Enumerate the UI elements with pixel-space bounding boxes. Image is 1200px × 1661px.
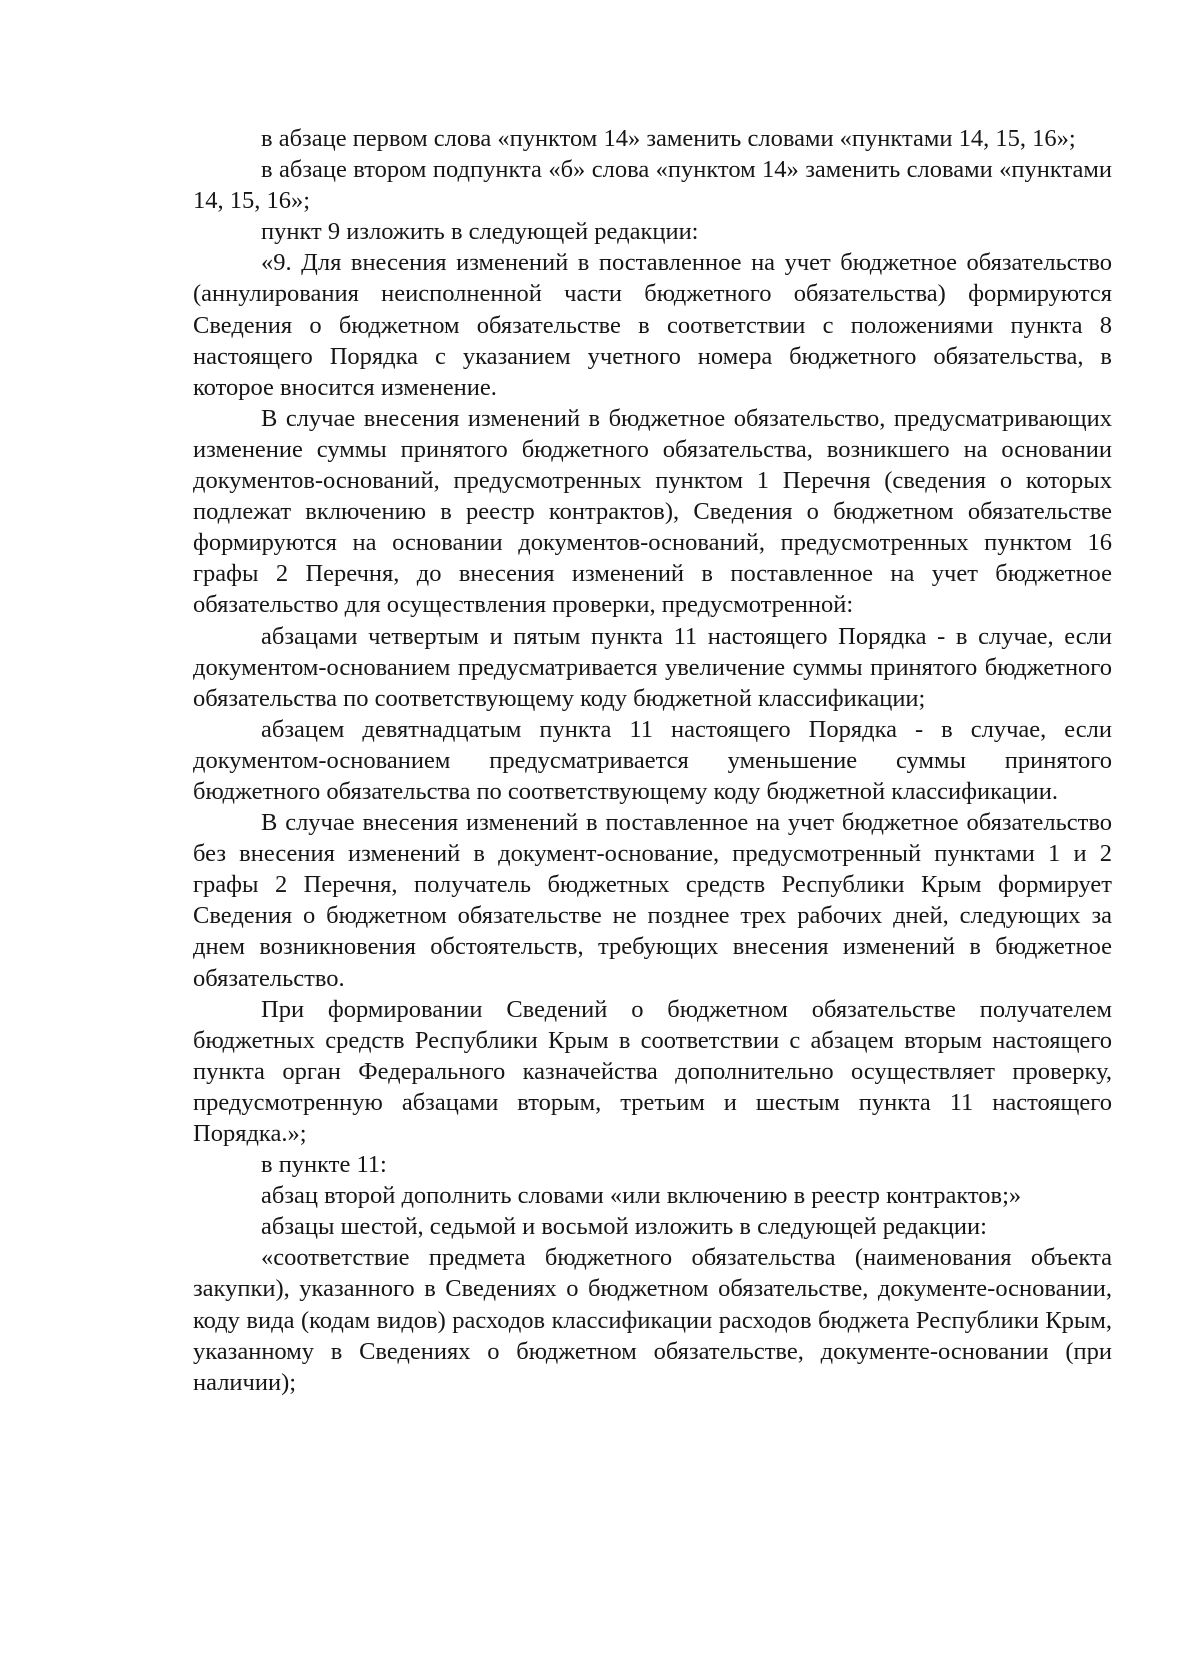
paragraph-13: «соответствие предмета бюджетного обязательства (наименования объекта закупки), указанного в Сведениях о бюджетном обязательстве, документе-основании, коду вида (кодам видов) расходов классификации расходов бюджета Республики Крым, указанному в Сведениях о бюджетном обязательстве, документе-основании (при наличии);	[193, 1244, 1112, 1396]
paragraph-10: в пункте 11:	[261, 1151, 387, 1179]
paragraph-2: в абзаце втором подпункта «б» слова «пунктом 14» заменить словами «пунктами 14, 15, 16»;	[193, 156, 1112, 215]
paragraph-3: пункт 9 изложить в следующей редакции:	[261, 218, 699, 246]
paragraph-5: В случае внесения изменений в бюджетное обязательство, предусматривающих изменение суммы принятого бюджетного обязательства, возникшего на основании документов-оснований, предусмотренных пунктом 1 Перечня (сведения о которых подлежат включению в реестр контрактов), Сведения о бюджетном обязательстве формируются на основании документов-оснований, предусмотренных пунктом 16 графы 2 Перечня, до внесения изменений в поставленное на учет бюджетное обязательство для осуществления проверки, предусмотренной:	[193, 404, 1112, 619]
paragraph-11: абзац второй дополнить словами «или включению в реестр контрактов;»	[261, 1182, 1022, 1210]
paragraph-12: абзацы шестой, седьмой и восьмой изложить в следующей редакции:	[261, 1213, 987, 1241]
paragraph-8: В случае внесения изменений в поставленное на учет бюджетное обязательство без внесения изменений в документ-основание, предусмотренный пунктами 1 и 2 графы 2 Перечня, получатель бюджетных средств Республики Крым формирует Сведения о бюджетном обязательстве не позднее трех рабочих дней, следующих за днем возникновения обстоятельств, требующих внесения изменений в бюджетное обязательство.	[193, 809, 1112, 992]
paragraph-9: При формировании Сведений о бюджетном обязательстве получателем бюджетных средств Республики Крым в соответствии с абзацем вторым настоящего пункта орган Федерального казначейства дополнительно осуществляет проверку, предусмотренную абзацами вторым, третьим и шестым пункта 11 настоящего Порядка.»;	[193, 995, 1112, 1147]
paragraph-1: в абзаце первом слова «пунктом 14» заменить словами «пунктами 14, 15, 16»;	[261, 125, 1076, 152]
paragraph-7: абзацем девятнадцатым пункта 11 настоящего Порядка - в случае, если документом-основанием предусматривается уменьшение суммы принятого бюджетного обязательства по соответствующему коду бюджетной классификации.	[193, 715, 1112, 805]
document-body	[193, 123, 1112, 1398]
paragraph-6: абзацами четвертым и пятым пункта 11 настоящего Порядка - в случае, если документом-основанием предусматривается увеличение суммы принятого бюджетного обязательства по соответствующему коду бюджетной классификации;	[193, 622, 1112, 712]
paragraph-4: «9. Для внесения изменений в поставленное на учет бюджетное обязательство (аннулирования неисполненной части бюджетного обязательства) формируются Сведения о бюджетном обязательстве в соответствии с положениями пункта 8 настоящего Порядка с указанием учетного номера бюджетного обязательства, в которое вносится изменение.	[193, 249, 1112, 401]
